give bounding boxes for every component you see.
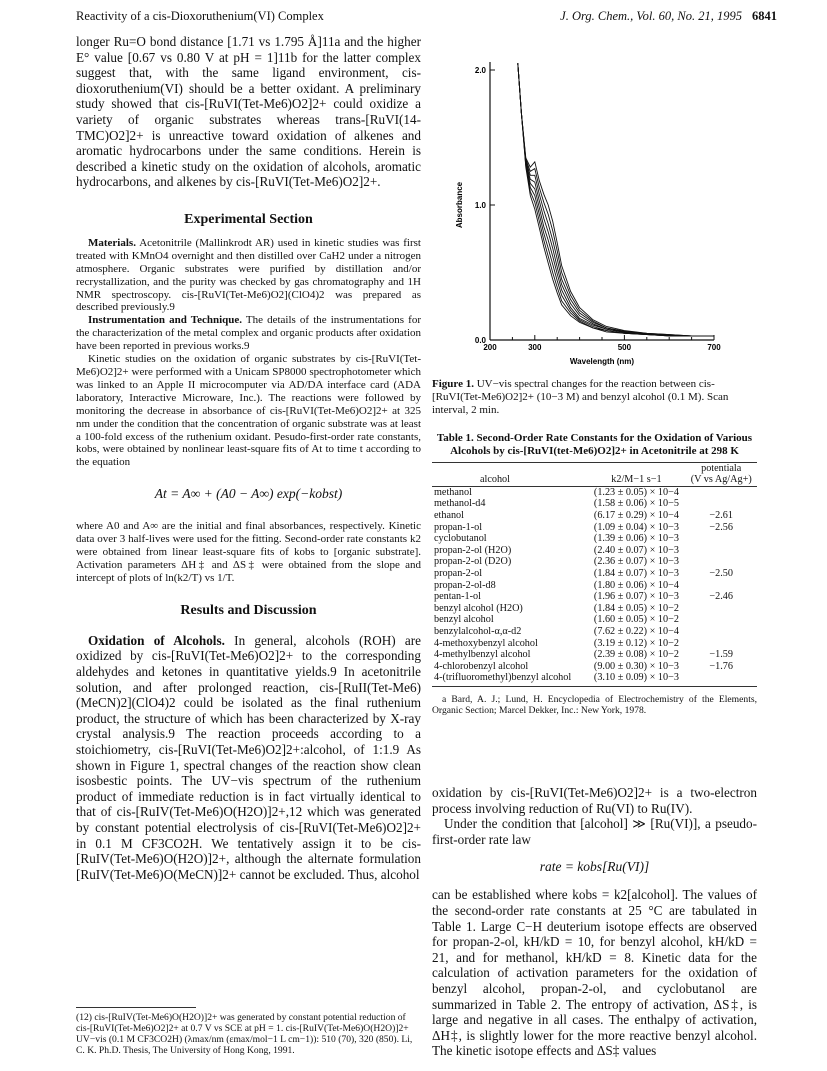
cell-alcohol: benzylalcohol-α,α-d2	[434, 625, 522, 637]
spectrum-trace	[518, 63, 714, 336]
journal-name: J. Org. Chem., Vol. 60, No. 21, 1995	[560, 9, 742, 23]
y-tick-label: 1.0	[474, 201, 486, 210]
cell-alcohol: 4-(trifluoromethyl)benzyl alcohol	[434, 672, 572, 684]
cell-alcohol: propan-2-ol (H2O)	[434, 544, 512, 556]
col-header-potential-line1: potentiala	[701, 462, 742, 474]
cell-pot	[685, 626, 757, 638]
cell-k2: (1.09 ± 0.04) × 10−3	[593, 521, 679, 533]
figure-caption-label: Figure 1.	[432, 378, 474, 390]
cell-k2: (2.36 ± 0.07) × 10−3	[593, 556, 679, 568]
cell-alcohol: propan-2-ol	[434, 567, 483, 579]
table-row	[432, 486, 757, 498]
right-column-text	[432, 785, 757, 1059]
cell-pot	[685, 545, 757, 557]
cell-pot	[685, 498, 757, 510]
spectrum-chart	[432, 34, 757, 374]
table-row	[432, 614, 757, 626]
x-axis-label: Wavelength (nm)	[569, 357, 635, 366]
cell-pot: −2.56	[709, 521, 733, 533]
table-row	[432, 522, 757, 534]
running-header: Reactivity of a cis-Dioxoruthenium(VI) Complex	[76, 9, 324, 23]
cell-alcohol: propan-1-ol	[434, 521, 483, 533]
cell-pot	[685, 638, 757, 650]
where-paragraph: where A0 and A∞ are the initial and final absorbances, respectively. Kinetic data over 3 half-lives were used for the fitting. Second-order rate constants k2 were obtained from linear least-square fits of kobs to [organic substrate]. Activation parameters ΔH‡ and ΔS‡ were obtained from the slope and intercept of plots of ln(k2/T) vs 1/T.	[76, 520, 421, 584]
cell-k2: (1.80 ± 0.06) × 10−4	[593, 579, 679, 591]
rate-law-equation: rate = kobs[Ru(VI)]	[539, 859, 650, 875]
cell-alcohol: propan-2-ol-d8	[434, 579, 496, 591]
cell-alcohol: cyclobutanol	[434, 533, 487, 545]
left-column	[76, 34, 421, 882]
cell-alcohol: propan-2-ol (D2O)	[434, 556, 512, 568]
col-header-potential-line2: (V vs Ag/Ag+)	[690, 474, 752, 486]
cell-alcohol: ethanol	[434, 509, 464, 521]
cell-pot	[685, 486, 757, 498]
figure-caption	[432, 378, 757, 416]
oxidation-text: In general, alcohols (ROH) are oxidized by cis-[RuVI(Tet-Me6)O2]2+ to the corresponding aldehydes and ketones in quantitative yields.9 In acetonitrile solution, and after prolonged reaction, cis-[RuII(Tet-Me6)(MeCN)2](ClO4)2 could be isolated as the final ruthenium product, the structure of which has been characterized by X-ray crystal analysis.9 The reaction proceeds according to a stoichiometry, cis-[RuVI(Tet-Me6)O2]2+:alcohol, of 1:1.9 As shown in Figure 1, spectral changes of the reaction show clean isosbestic points. The UV−vis spectrum of the ruthenium product of immediate reduction is in fact virtually identical to that of cis-[RuIV(Tet-Me6)O(H2O)]2+,12 which was generated by constant potential electrolysis of cis-[RuVI(Tet-Me6)O2]2+ in 0.1 M CF3CO2H. We tentatively assign it to be cis-[RuIV(Tet-Me6)O(H2O)]2+, although the alternate formulation [RuIV(Tet-Me6)O(MeCN)]2+ cannot be excluded. Thus, alcohol	[76, 632, 422, 882]
results-heading: Results and Discussion	[180, 602, 317, 618]
col-header-potential	[685, 463, 757, 486]
table-row	[432, 649, 757, 661]
table-row	[432, 672, 757, 684]
spectrum-trace	[518, 63, 714, 336]
table-row	[432, 591, 757, 603]
intro-paragraph: longer Ru=O bond distance [1.71 vs 1.795 Å]11a and the higher E° value [0.67 vs 0.80 V at pH = 1]11b for the latter complex suggest that, with the same ligand environment, cis-dioxoruthenium(VI) should be a better oxidant. A preliminary study showed that cis-[RuVI(Tet-Me6)O2]2+ could oxidize a variety of organic substrates whereas trans-[RuVI(14-TMC)O2]2+ is unreactive toward oxidation of alkenes and aromatic hydrocarbons under the same conditions. Herein is described a kinetic study on the oxidation of alcohols, aromatic hydrocarbons, and alkenes by cis-[RuVI(Tet-Me6)O2]2+.	[76, 34, 421, 190]
cell-k2: (3.19 ± 0.12) × 10−2	[593, 637, 679, 649]
table-row	[432, 510, 757, 522]
y-tick-label: 0.0	[474, 336, 486, 345]
spectrum-trace	[518, 63, 714, 336]
cell-pot: −1.59	[709, 649, 733, 661]
rate-constant-table	[432, 463, 757, 684]
cell-pot: −2.61	[709, 509, 733, 521]
spectrum-trace	[518, 63, 714, 336]
spectrum-trace	[518, 63, 714, 336]
oxidation-label: Oxidation of Alcohols.	[88, 632, 225, 648]
cell-k2: (1.84 ± 0.05) × 10−2	[593, 602, 679, 614]
col-header-alcohol: alcohol	[480, 474, 510, 486]
cell-alcohol: methanol	[434, 486, 472, 498]
footnote-12: (12) cis-[RuIV(Tet-Me6)O(H2O)]2+ was generated by constant potential reduction of cis-[RuVI(Tet-Me6)O2]2+ at 0.7 V vs SCE at pH = 1. cis-[RuIV(Tet-Me6)O(H2O)]2+ UV−vis (0.1 M CF3CO2H) (λmax/nm (εmax/mol−1 L cm−1)): 510 (70), 320 (850). Li, C. K. Ph.D. Thesis, The University of Hong Kong, 1991.	[76, 1012, 413, 1057]
x-tick-label: 200	[483, 343, 497, 352]
journal-citation	[560, 9, 777, 24]
cell-pot	[685, 556, 757, 568]
cell-alcohol: 4-chlorobenzyl alcohol	[434, 660, 529, 672]
spectrum-trace	[518, 63, 714, 336]
materials-label: Materials.	[88, 236, 136, 249]
figure-1	[432, 34, 757, 374]
right-paragraph-2: Under the condition that [alcohol] ≫ [Ru(VI)], a pseudo-first-order rate law	[432, 816, 757, 847]
cell-k2: (1.23 ± 0.05) × 10−4	[593, 486, 679, 498]
x-tick-label: 700	[707, 343, 721, 352]
y-axis-label: Absorbance	[455, 181, 464, 229]
footnote-divider	[76, 1007, 196, 1008]
y-tick-label: 2.0	[474, 66, 486, 75]
figure-caption-text: UV−vis spectral changes for the reaction between cis-[RuVI(Tet-Me6)O2]2+ (10−3 M) and benzyl alcohol (0.1 M). Scan interval, 2 min.	[432, 378, 729, 416]
cell-k2: (9.00 ± 0.30) × 10−3	[593, 660, 679, 672]
table-title: Table 1. Second-Order Rate Constants for the Oxidation of Various Alcohols by cis-[RuVI(tet-Me6)O2]2+ in Acetonitrile at 298 K	[436, 432, 753, 457]
experimental-heading: Experimental Section	[184, 211, 313, 227]
cell-k2: (1.96 ± 0.07) × 10−3	[593, 591, 679, 603]
cell-k2: (1.39 ± 0.06) × 10−3	[593, 533, 679, 545]
table-row	[432, 498, 757, 510]
cell-pot	[685, 603, 757, 615]
cell-alcohol: pentan-1-ol	[434, 591, 481, 603]
cell-k2: (2.39 ± 0.08) × 10−2	[593, 649, 679, 661]
col-header-k2: k2/M−1 s−1	[611, 474, 662, 486]
table-row	[432, 661, 757, 673]
cell-k2: (7.62 ± 0.22) × 10−4	[593, 625, 679, 637]
x-tick-label: 500	[617, 343, 632, 352]
cell-pot: −2.46	[709, 591, 733, 603]
cell-k2: (2.40 ± 0.07) × 10−3	[593, 544, 679, 556]
right-paragraph-3: can be established where kobs = k2[alcohol]. The values of the second-order rate constants at 25 °C are tabulated in Table 1. Large C−H deuterium isotope effects are observed for propan-2-ol, kH/kD = 10, for benzyl alcohol, kH/kD = 21, and for methanol, kH/kD = 8. Kinetic data for the calculation of activation parameters for the oxidation of benzyl alcohol, propan-2-ol, and cyclobutanol are summarized in Table 2. The entropy of activation, ΔS‡, is large and negative in all cases. The enthalpy of activation, ΔH‡, is slightly lower for the more reactive benzyl alcohol. The kinetic isotope effects and ΔS‡ values	[432, 887, 757, 1059]
instrumentation-text: The details of the instrumentations for the characterization of the metal complex and organic products after oxidation have been reported in previous works.9	[76, 314, 421, 353]
cell-pot: −1.76	[709, 660, 733, 672]
table-row	[432, 533, 757, 545]
cell-k2: (1.84 ± 0.07) × 10−3	[593, 567, 679, 579]
cell-pot	[685, 533, 757, 545]
table-footnote: a Bard, A. J.; Lund, H. Encyclopedia of Electrochemistry of the Elements, Organic Section; Marcel Dekker, Inc.: New York, 1978.	[432, 693, 757, 716]
table-row	[432, 580, 757, 592]
materials-paragraph	[76, 237, 421, 314]
cell-k2: (1.58 ± 0.06) × 10−5	[593, 498, 679, 510]
cell-pot	[685, 580, 757, 592]
cell-k2: (6.17 ± 0.29) × 10−4	[593, 509, 679, 521]
table-row	[432, 626, 757, 638]
table-row	[432, 603, 757, 615]
page-number: 6841	[752, 9, 777, 23]
table-row	[432, 545, 757, 557]
table-row	[432, 556, 757, 568]
table-row	[432, 638, 757, 650]
cell-alcohol: methanol-d4	[434, 498, 486, 510]
cell-pot: −2.50	[709, 567, 733, 579]
instrumentation-label: Instrumentation and Technique.	[88, 314, 242, 327]
instrumentation-paragraph	[76, 314, 421, 353]
oxidation-paragraph	[76, 633, 421, 883]
cell-alcohol: benzyl alcohol	[434, 614, 494, 626]
cell-pot	[685, 672, 757, 684]
materials-text: Acetonitrile (Mallinkrodt AR) used in kinetic studies was first treated with KMnO4 overnight and then distilled over CaH2 under a nitrogen atmosphere. Organic substrates were purified by distillation and/or recrystallization, and the purity was checked by gas chromatography and 1H NMR spectroscopy. cis-[RuVI(Tet-Me6)O2](ClO4)2 was prepared as described previously.9	[76, 236, 421, 314]
cell-alcohol: 4-methylbenzyl alcohol	[434, 649, 531, 661]
right-paragraph-1: oxidation by cis-[RuVI(Tet-Me6)O2]2+ is a two-electron process involving reduction of Ru(VI) to Ru(IV).	[432, 785, 757, 816]
table-row	[432, 568, 757, 580]
cell-alcohol: 4-methoxybenzyl alcohol	[434, 637, 538, 649]
rate-equation: At = A∞ + (A0 − A∞) exp(−kobst)	[154, 486, 343, 502]
spectrum-trace	[518, 63, 714, 336]
cell-k2: (3.10 ± 0.09) × 10−3	[593, 672, 679, 684]
cell-k2: (1.60 ± 0.05) × 10−2	[593, 614, 679, 626]
kinetic-paragraph: Kinetic studies on the oxidation of organic substrates by cis-[RuVI(Tet-Me6)O2]2+ were performed with a Unicam SP8000 spectrophotometer which was linked to an Apple II microcomputer via AD/DA interface card (ADA laboratory, Interactive Microware, Inc.). The reactions were followed by monitoring the decrease in absorbance of cis-[RuVI(Tet-Me6)O2]2+ at 325 nm under the condition that the concentration of organic substrate was at least a 100-fold excess of the ruthenium oxidant. Pesudo-first-order rate constants, kobs, were obtained by nonlinear least-square fits of At to time t according to the equation	[76, 353, 421, 469]
table-1	[432, 432, 757, 716]
x-tick-label: 300	[528, 343, 542, 352]
cell-alcohol: benzyl alcohol (H2O)	[434, 602, 523, 614]
cell-pot	[685, 614, 757, 626]
spectrum-trace	[518, 63, 714, 336]
